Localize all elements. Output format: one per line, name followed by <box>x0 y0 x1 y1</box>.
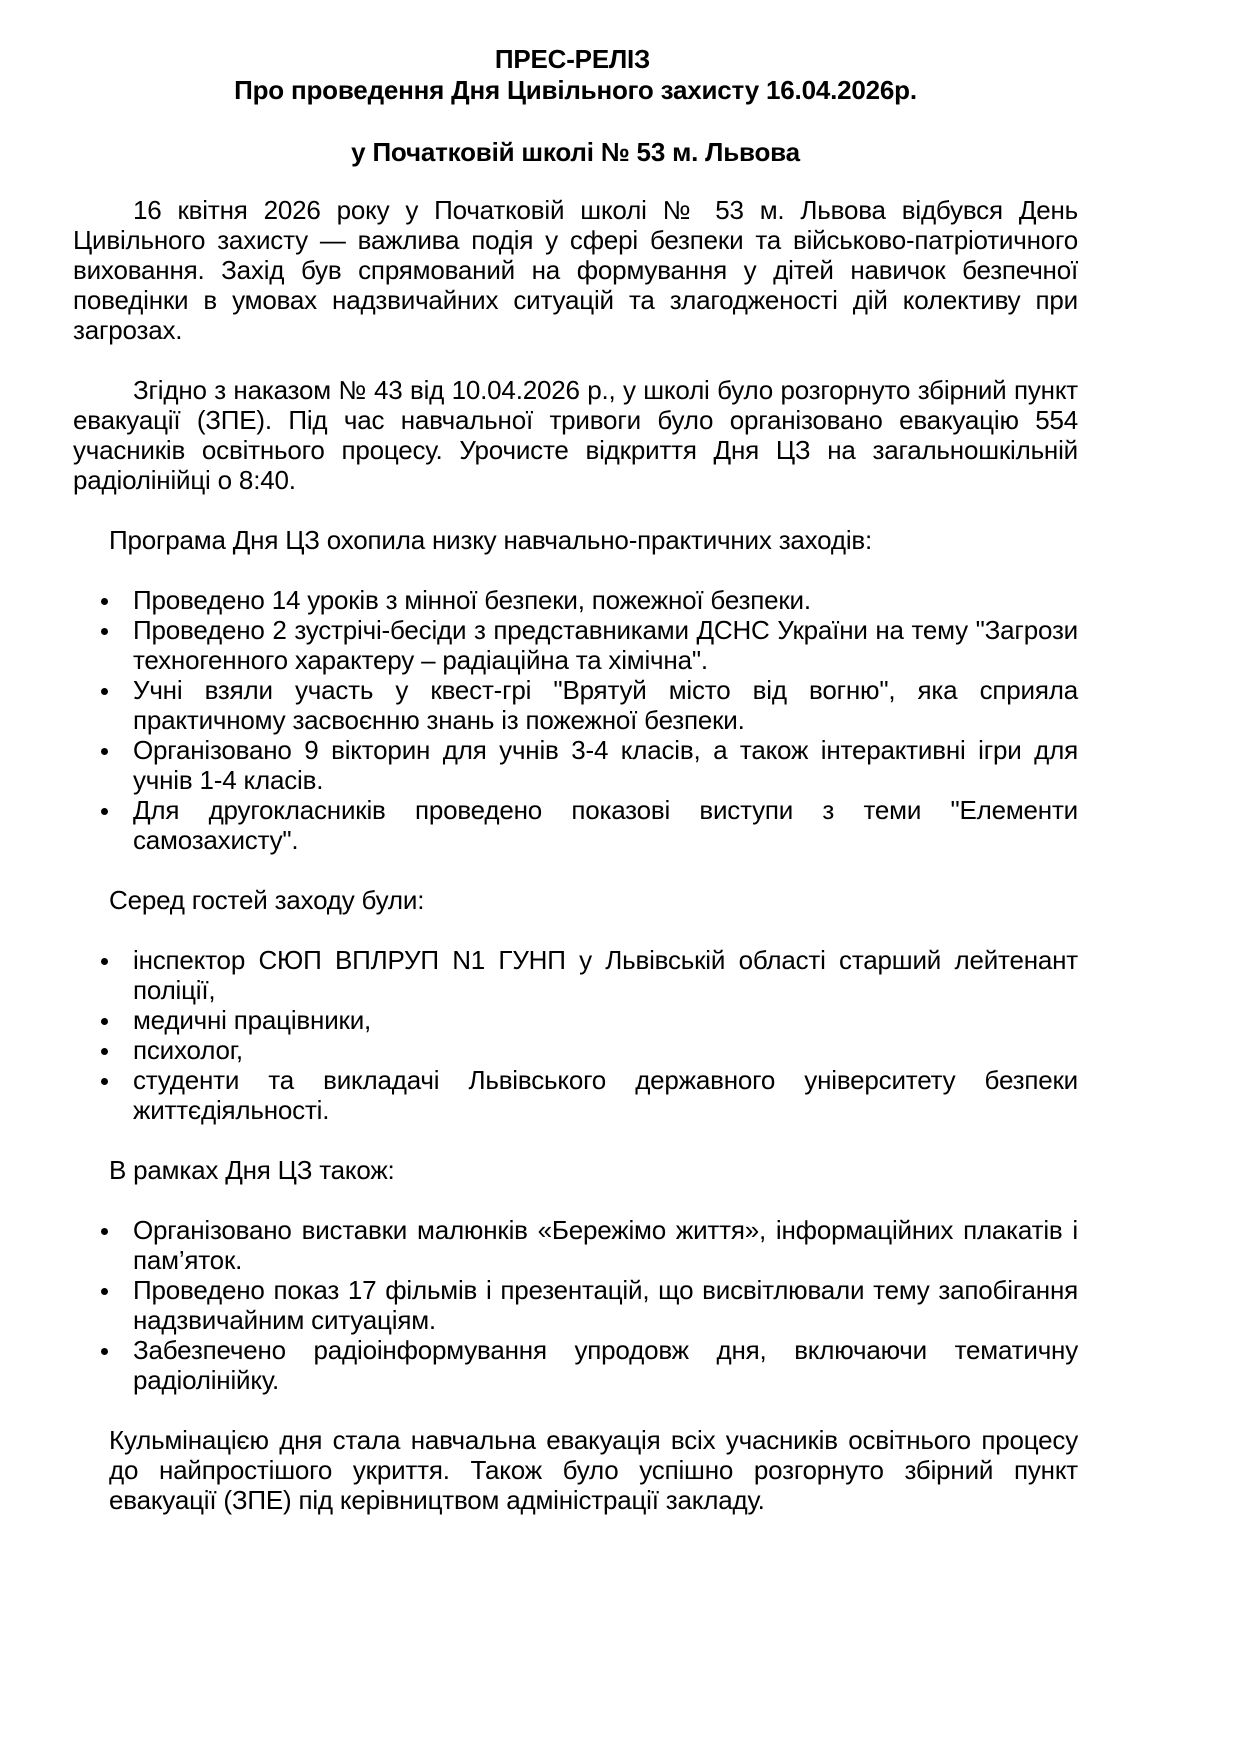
conclusion-paragraph: Кульмінацією дня стала навчальна евакуація всіх учасників освітнього процесу до найпростішого укриття. Також було успішно розгорнуто збірний пункт евакуації (ЗПЕ) під керівництвом адміністрації закладу. <box>109 1425 1078 1515</box>
also-list <box>73 1215 1078 1395</box>
list-item-text: Проведено 2 зустрічі-бесіди з представниками ДСНС України на тему "Загрози техногенного характеру – радіаційна та хімічна". <box>133 615 1078 675</box>
bullet-icon <box>101 1348 108 1355</box>
list-item-text: психолог, <box>133 1035 243 1065</box>
list-item-text: Проведено 14 уроків з мінної безпеки, пожежної безпеки. <box>133 585 811 615</box>
document-subtitle: Про проведення Дня Цивільного захисту 16.04.2026р. <box>234 75 917 105</box>
intro-paragraph: 16 квітня 2026 року у Початковій школі № 53 м. Львова відбувся День Цивільного захисту — важлива подія у сфері безпеки та військово-патріотичного виховання. Захід був спрямований на формування у дітей навичок безпечної поведінки в умовах надзвичайних ситуацій та злагодженості дій колективу при загрозах. <box>73 195 1078 345</box>
list-item <box>73 585 1078 615</box>
bullet-icon <box>101 1228 108 1235</box>
bullet-icon <box>101 958 108 965</box>
list-item <box>73 1065 1078 1125</box>
order-paragraph: Згідно з наказом № 43 від 10.04.2026 р., у школі було розгорнуто збірний пункт евакуації (ЗПЕ). Під час навчальної тривоги було організовано евакуацію 554 учасників освітнього процесу. Урочисте відкриття Дня ЦЗ на загальношкільній радіолінійці о 8:40. <box>73 375 1078 495</box>
bullet-icon <box>101 1078 108 1085</box>
list-item-text: Для другокласників проведено показові виступи з теми "Елементи самозахисту". <box>133 795 1078 855</box>
list-item-text: Організовано виставки малюнків «Бережімо життя», інформаційних плакатів і пам’яток. <box>133 1215 1078 1275</box>
program-list <box>73 585 1078 855</box>
list-item-text: Проведено показ 17 фільмів і презентацій, що висвітлювали тему запобігання надзвичайним ситуаціям. <box>133 1275 1078 1335</box>
list-item <box>73 945 1078 1005</box>
document-body <box>73 44 1078 1515</box>
bullet-icon <box>101 748 108 755</box>
list-item-text: Забезпечено радіоінформування упродовж дня, включаючи тематичну радіолінійку. <box>133 1335 1078 1395</box>
list-item-text: Організовано 9 вікторин для учнів 3-4 класів, а також інтерактивні ігри для учнів 1-4 класів. <box>133 735 1078 795</box>
list-item <box>73 1005 1078 1035</box>
bullet-icon <box>101 598 108 605</box>
bullet-icon <box>101 688 108 695</box>
program-lead: Програма Дня ЦЗ охопила низку навчально-практичних заходів: <box>109 525 873 555</box>
list-item <box>73 675 1078 735</box>
guests-lead: Серед гостей заходу були: <box>109 885 425 915</box>
bullet-icon <box>101 1048 108 1055</box>
document-title: ПРЕС-РЕЛІЗ <box>494 44 651 74</box>
list-item-text: інспектор СЮП ВПЛРУП N1 ГУНП у Львівській області старший лейтенант поліції, <box>133 945 1078 1005</box>
bullet-icon <box>101 628 108 635</box>
guests-list <box>73 945 1078 1125</box>
list-item-text: медичні працівники, <box>133 1005 372 1035</box>
list-item <box>73 1275 1078 1335</box>
list-item <box>73 1215 1078 1275</box>
list-item <box>73 735 1078 795</box>
document-location: у Початковій школі № 53 м. Львова <box>351 137 800 167</box>
list-item <box>73 1035 1078 1065</box>
list-item-text: студенти та викладачі Львівського державного університету безпеки життєдіяльності. <box>133 1065 1078 1125</box>
list-item-text: Учні взяли участь у квест-грі "Врятуй місто від вогню", яка сприяла практичному засвоєнню знань із пожежної безпеки. <box>133 675 1078 735</box>
bullet-icon <box>101 1288 108 1295</box>
also-lead: В рамках Дня ЦЗ також: <box>109 1155 395 1185</box>
list-item <box>73 615 1078 675</box>
bullet-icon <box>101 1018 108 1025</box>
list-item <box>73 795 1078 855</box>
bullet-icon <box>101 808 108 815</box>
list-item <box>73 1335 1078 1395</box>
